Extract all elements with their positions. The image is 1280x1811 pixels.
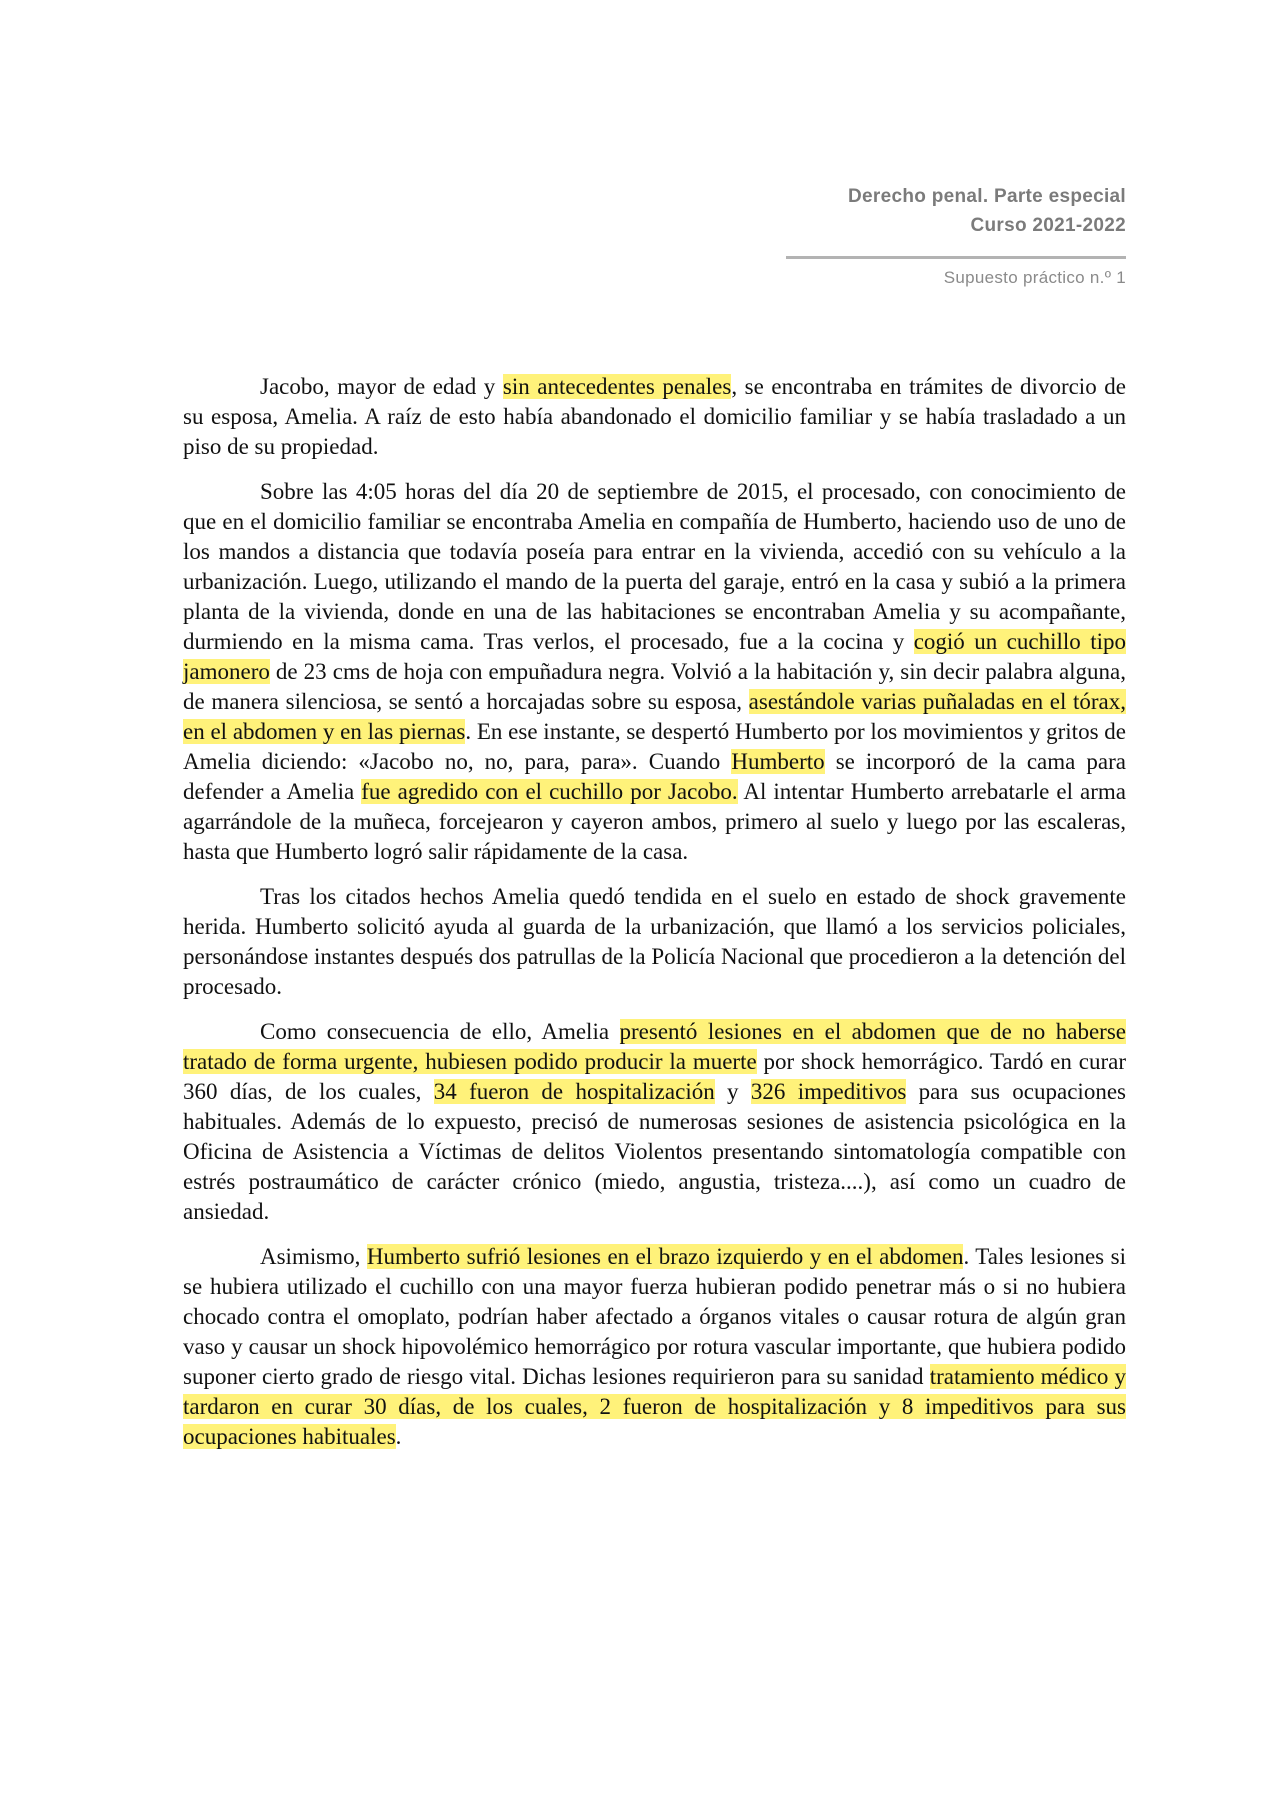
paragraph-text: Tras los citados hechos Amelia quedó tendida en el suelo en estado de shock gravemente herida. Humberto solicitó ayuda al guarda de la urbanización, que llamó a los servicios policiales, personándose instantes después dos patrullas de la Policía Nacional que procedieron a la detención del procesado. (183, 884, 1126, 999)
paragraph-text: Sobre las 4:05 horas del día 20 de septiembre de 2015, el procesado, con conocimiento de que en el domicilio familiar se encontraba Amelia en compañía de Humberto, haciendo uso de uno de los mandos a distancia que todavía poseía para entrar en la vivienda, accedió con su vehículo a la urbanización. Luego, utilizando el mando de la puerta del garaje, entró en la casa y subió a la primera planta de la vivienda, donde en una de las habitaciones se encontraban Amelia y su acompañante, durmiendo en la misma cama. Tras verlos, el procesado, fue a la cocina y (183, 479, 1126, 654)
highlighted-text: fue agredido con el cuchillo por Jacobo. (361, 779, 738, 804)
paragraph-text: Asimismo, (260, 1244, 367, 1269)
paragraph-text: , se encontraba en trámites de divorcio de su esposa, Amelia. A raíz de esto había abandonado el domicilio familiar y se había trasladado a un piso de su propiedad. (183, 374, 1126, 459)
paragraph-text: de 23 cms de hoja con empuñadura negra. Volvió a la habitación y, sin decir palabra alguna, de manera silenciosa, se sentó a horcajadas sobre su esposa, (183, 659, 1126, 714)
paragraph-text: . (395, 1424, 402, 1449)
case-statement (183, 372, 1126, 1467)
paragraph-3 (183, 882, 1126, 1002)
paragraph-text: y (714, 1079, 751, 1104)
course-title: Derecho penal. Parte especial (848, 186, 1126, 207)
course-year: Curso 2021-2022 (970, 215, 1126, 236)
case-label: Supuesto práctico n.º 1 (943, 268, 1126, 287)
paragraph-text: Al intentar Humberto arrebatarle el arma agarrándole de la muñeca, forcejearon y cayeron ambos, primero al suelo y luego por las escaleras, hasta que Humberto logró salir rápidamente de la casa. (183, 779, 1126, 864)
highlighted-text: 34 fueron de hospitalización (433, 1079, 715, 1104)
highlighted-text: presentó lesiones en el abdomen que de no haberse tratado de forma urgente, hubiesen podido producir la muerte (183, 1019, 1126, 1074)
highlighted-text: sin antecedentes penales (502, 374, 732, 399)
highlighted-text: tratamiento médico y tardaron en curar 30 días, de los cuales, 2 fueron de hospitalización y 8 impeditivos para sus ocupaciones habituales (183, 1364, 1126, 1449)
document-header (786, 182, 1126, 291)
paragraph-2 (183, 477, 1126, 867)
highlighted-text: 326 impeditivos (750, 1079, 907, 1104)
paragraph-text: para sus ocupaciones habituales. Además de lo expuesto, precisó de numerosas sesiones de asistencia psicológica en la Oficina de Asistencia a Víctimas de delitos Violentos presentando sintomatología compatible con estrés postraumático de carácter crónico (miedo, angustia, tristeza....), así como un cuadro de ansiedad. (183, 1079, 1126, 1224)
paragraph-4 (183, 1017, 1126, 1227)
paragraph-5 (183, 1242, 1126, 1452)
paragraph-text: . En ese instante, se despertó Humberto por los movimientos y gritos de Amelia diciendo: «Jacobo no, no, para, para». Cuando (183, 719, 1126, 774)
header-divider (786, 256, 1126, 259)
paragraph-1 (183, 372, 1126, 462)
highlighted-text: Humberto sufrió lesiones en el brazo izquierdo y en el abdomen (366, 1244, 964, 1269)
paragraph-text: Jacobo, mayor de edad y (260, 374, 503, 399)
paragraph-text: . Tales lesiones si se hubiera utilizado el cuchillo con una mayor fuerza hubieran podido penetrar más o si no hubiera chocado contra el omoplato, podrían haber afectado a órganos vitales o causar rotura de algún gran vaso y causar un shock hipovolémico hemorrágico por rotura vascular importante, que hubiera podido suponer cierto grado de riesgo vital. Dichas lesiones requirieron para su sanidad (183, 1244, 1126, 1389)
highlighted-text: asestándole varias puñaladas en el tórax, en el abdomen y en las piernas (183, 689, 1127, 744)
paragraph-text: Como consecuencia de ello, Amelia (260, 1019, 620, 1044)
highlighted-text: cogió un cuchillo tipo jamonero (183, 629, 1126, 684)
highlighted-text: Humberto (731, 749, 825, 774)
paragraph-text: por shock hemorrágico. Tardó en curar 360 días, de los cuales, (183, 1049, 1126, 1104)
paragraph-text: se incorporó de la cama para defender a Amelia (183, 749, 1126, 804)
